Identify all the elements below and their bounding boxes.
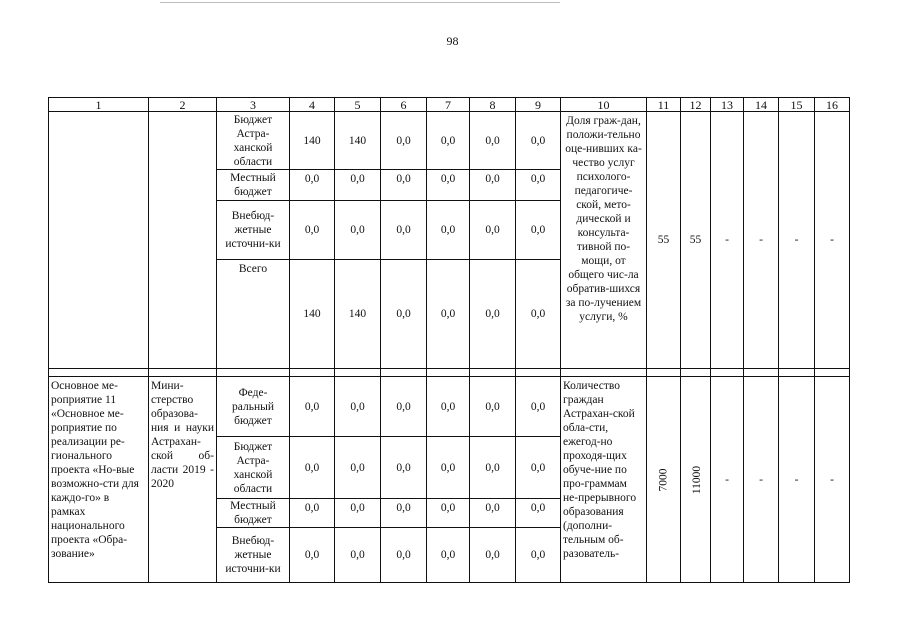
value-cell: 0,0 [381,112,427,170]
value-cell: 0,0 [427,170,470,201]
value-cell: 140 [335,260,381,369]
value-cell: 0,0 [335,170,381,201]
value-cell: 0,0 [470,170,516,201]
value-cell: 140 [290,260,335,369]
target-cell: 55 [647,112,681,369]
value-cell: 0,0 [290,499,335,528]
spacer-cell [217,369,290,377]
value-cell: 0,0 [470,112,516,170]
value-cell: 0,0 [516,112,561,170]
value-cell: 0,0 [470,260,516,369]
value-cell: 0,0 [290,528,335,583]
indicator-cell: Количество граждан Астрахан-ской обла-сти, ежегод-но проходя-щих обуче-ние по про-граммам не-прерывного образования (дополни-тельным об-разователь- [561,377,647,583]
spacer-cell [149,369,217,377]
value-cell: 0,0 [381,260,427,369]
budget-table [48,97,850,583]
header-cell: 2 [149,98,217,112]
value-cell: 0,0 [470,201,516,260]
spacer-cell [427,369,470,377]
header-cell: 8 [470,98,516,112]
value-cell: 0,0 [290,377,335,437]
value-cell: 140 [335,112,381,170]
value-cell: 0,0 [427,499,470,528]
value-cell: 0,0 [381,528,427,583]
activity-cell-empty [49,112,149,369]
value-cell: 0,0 [381,377,427,437]
target-cell: - [815,377,850,583]
header-cell: 16 [815,98,850,112]
funding-source: Внебюд-жетные источни-ки [217,528,290,583]
executor-cell: Мини-стерство образова-ния и науки Астрахан-ской об-ласти 2019 - 2020 [149,377,217,583]
target-cell [681,377,711,583]
value-cell: 0,0 [290,437,335,499]
header-cell: 10 [561,98,647,112]
value-cell: 0,0 [427,260,470,369]
value-cell: 0,0 [335,377,381,437]
spacer-row [49,369,850,377]
target-cell: - [744,377,779,583]
target-value-rotated: 7000 [657,468,670,491]
spacer-cell [711,369,744,377]
value-cell: 0,0 [516,260,561,369]
spacer-cell [561,369,647,377]
spacer-cell [49,369,149,377]
funding-source: Бюджет Астра-ханской области [217,437,290,499]
spacer-cell [779,369,815,377]
value-cell: 0,0 [335,437,381,499]
spacer-cell [470,369,516,377]
header-cell: 1 [49,98,149,112]
value-cell: 0,0 [427,377,470,437]
value-cell: 0,0 [427,437,470,499]
value-cell: 0,0 [470,437,516,499]
funding-source: Бюджет Астра-ханской области [217,112,290,170]
value-cell: 0,0 [516,528,561,583]
value-cell: 0,0 [335,528,381,583]
target-value-rotated: 11000 [691,465,704,494]
page-number: 98 [446,34,459,48]
value-cell: 0,0 [427,528,470,583]
header-cell: 9 [516,98,561,112]
value-cell: 0,0 [516,499,561,528]
value-cell: 0,0 [516,201,561,260]
target-cell: - [779,112,815,369]
value-cell: 0,0 [335,201,381,260]
table-row [49,377,850,437]
spacer-cell [681,369,711,377]
funding-source: Всего [217,260,290,369]
funding-source: Внебюд-жетные источни-ки [217,201,290,260]
value-cell: 0,0 [470,499,516,528]
spacer-cell [381,369,427,377]
executor-cell-empty [149,112,217,369]
header-cell: 11 [647,98,681,112]
header-cell: 14 [744,98,779,112]
value-cell: 0,0 [516,437,561,499]
header-cell: 4 [290,98,335,112]
value-cell: 0,0 [381,437,427,499]
target-cell: - [711,377,744,583]
target-cell [647,377,681,583]
header-cell: 13 [711,98,744,112]
spacer-cell [335,369,381,377]
spacer-cell [290,369,335,377]
value-cell: 0,0 [427,201,470,260]
target-cell: 55 [681,112,711,369]
header-cell: 5 [335,98,381,112]
value-cell: 0,0 [381,499,427,528]
value-cell: 0,0 [290,170,335,201]
value-cell: 140 [290,112,335,170]
value-cell: 0,0 [427,112,470,170]
funding-source: Феде-ральный бюджет [217,377,290,437]
target-cell: - [711,112,744,369]
activity-cell: Основное ме-роприятие 11 «Основное ме-роприятие по реализации ре-гионального проекта «Но-вые возможно-сти для каждо-го» в рамках национального проекта «Обра-зование» [49,377,149,583]
value-cell: 0,0 [290,201,335,260]
top-rule [160,2,560,3]
header-cell: 6 [381,98,427,112]
value-cell: 0,0 [516,377,561,437]
table-row [49,112,850,170]
header-cell: 3 [217,98,290,112]
target-cell: - [744,112,779,369]
funding-source: Местный бюджет [217,170,290,201]
funding-source: Местный бюджет [217,499,290,528]
value-cell: 0,0 [470,528,516,583]
spacer-cell [744,369,779,377]
value-cell: 0,0 [516,170,561,201]
header-row [49,98,850,112]
value-cell: 0,0 [335,499,381,528]
spacer-cell [815,369,850,377]
value-cell: 0,0 [381,170,427,201]
value-cell: 0,0 [381,201,427,260]
header-cell: 7 [427,98,470,112]
indicator-cell: Доля граж-дан, положи-тельно оце-нивших ка-чество услуг психолого-педагогиче-ской, мето-дической и консульта-тивной по-мощи, от общего чис-ла обратив-шихся за по-лучением услуги, % [561,112,647,369]
header-cell: 15 [779,98,815,112]
target-cell: - [779,377,815,583]
spacer-cell [647,369,681,377]
spacer-cell [516,369,561,377]
value-cell: 0,0 [470,377,516,437]
target-cell: - [815,112,850,369]
header-cell: 12 [681,98,711,112]
